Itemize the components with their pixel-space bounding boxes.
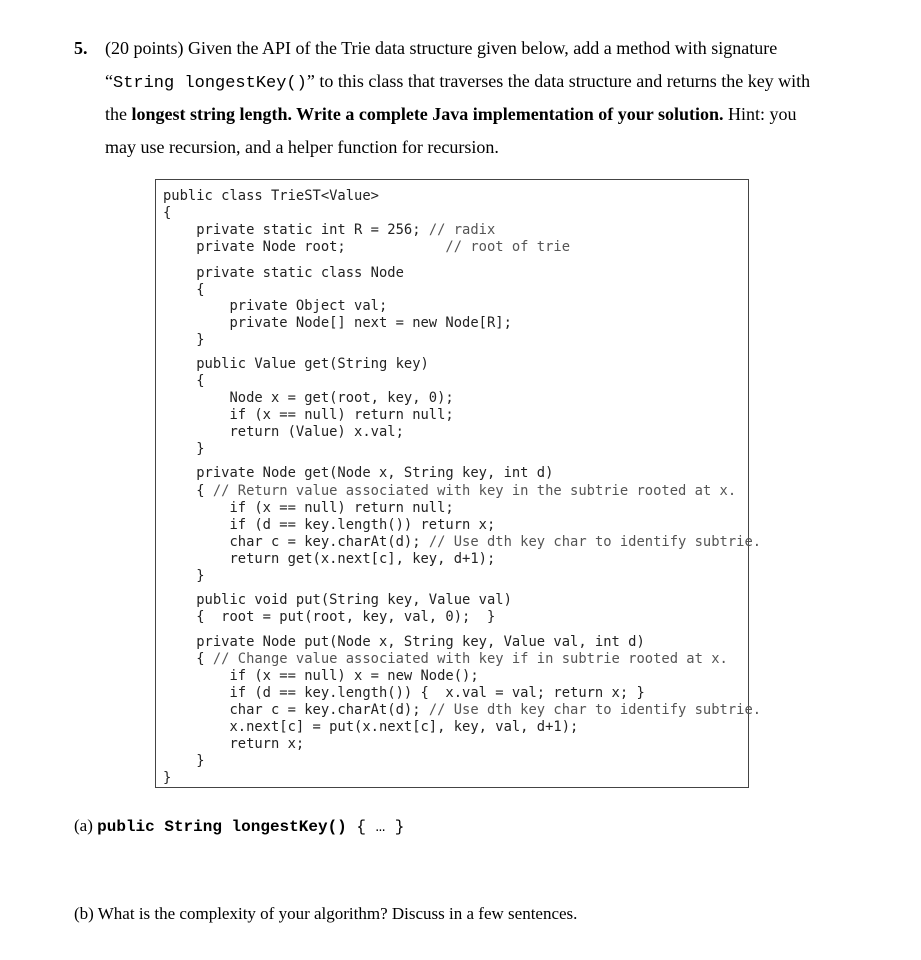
question-line-1: (20 points) Given the API of the Trie data structure given below, add a method with signature (105, 38, 778, 58)
code-text: if (x == null) return null; (163, 500, 454, 516)
code-text: Node x = get(root, key, 0); (163, 390, 454, 406)
code-line (163, 239, 570, 255)
code-text: private static class Node (163, 265, 404, 281)
code-text: public Value get(String key) (163, 356, 429, 372)
code-text: { (163, 373, 205, 389)
code-line (163, 500, 454, 516)
code-text: } (163, 441, 205, 457)
code-line (163, 651, 728, 667)
code-line (163, 205, 171, 221)
code-text: private Node[] next = new Node[R]; (163, 315, 512, 331)
question-line-3-bold: longest string length. Write a complete Java implementation of your solution. (131, 104, 724, 124)
code-line (163, 373, 205, 389)
code-text: return x; (163, 736, 305, 752)
code-line (163, 551, 495, 567)
code-line (163, 592, 512, 608)
code-text: } (163, 753, 205, 769)
code-text: x.next[c] = put(x.next[c], key, val, d+1); (163, 719, 579, 735)
code-line (163, 356, 429, 372)
code-text: public class TrieST<Value> (163, 188, 379, 204)
code-line (163, 390, 454, 406)
part-b: (b) What is the complexity of your algorithm? Discuss in a few sentences. (74, 904, 578, 923)
code-text: return get(x.next[c], key, d+1); (163, 551, 496, 567)
code-line (163, 483, 736, 499)
code-line (163, 719, 578, 735)
code-text: return (Value) x.val; (163, 424, 404, 440)
code-line (163, 609, 495, 625)
code-text: } (163, 332, 205, 348)
part-a-body: { … } (346, 818, 405, 836)
code-text: { (163, 205, 172, 221)
question-line-3-post: Hint: you (723, 104, 797, 124)
code-line (163, 685, 645, 701)
code-comment: // Use dth key char to identify subtrie. (428, 534, 762, 550)
method-signature: String longestKey() (113, 74, 307, 93)
question-line-4: may use recursion, and a helper function for recursion. (105, 137, 499, 157)
code-comment: // Change value associated with key if in subtrie rooted at x. (212, 651, 728, 667)
code-comment: // radix (428, 222, 496, 238)
code-text: if (d == key.length()) { x.val = val; return x; } (163, 685, 645, 701)
code-line (163, 441, 205, 457)
part-a (74, 816, 404, 836)
part-a-signature: public String longestKey() (97, 818, 347, 836)
code-text: { (163, 483, 213, 499)
code-line (163, 702, 761, 718)
code-text: private static int R = 256; (163, 222, 429, 238)
question-line-2-rest: ” to this class that traverses the data structure and returns the key with (306, 71, 811, 91)
code-line (163, 407, 454, 423)
code-line (163, 188, 379, 204)
code-comment: // Use dth key char to identify subtrie. (428, 702, 762, 718)
code-text: { (163, 651, 213, 667)
code-text: char c = key.charAt(d); (163, 534, 429, 550)
question-line-3-pre: the (105, 104, 132, 124)
code-text: private Object val; (163, 298, 388, 314)
code-text: public void put(String key, Value val) (163, 592, 512, 608)
code-line (163, 736, 304, 752)
code-line (163, 424, 404, 440)
code-text: if (x == null) x = new Node(); (163, 668, 479, 684)
code-line (163, 265, 404, 281)
code-text: if (d == key.length()) return x; (163, 517, 496, 533)
code-comment: // Return value associated with key in the subtrie rooted at x. (212, 483, 737, 499)
code-text: } (163, 770, 172, 786)
code-text: { (163, 282, 205, 298)
code-line (163, 517, 495, 533)
code-line (163, 668, 479, 684)
code-text: private Node get(Node x, String key, int d) (163, 465, 554, 481)
code-line (163, 465, 553, 481)
question-line-2 (105, 71, 810, 93)
code-line (163, 298, 387, 314)
code-line (163, 222, 495, 238)
question-line-3 (105, 104, 797, 125)
code-line (163, 315, 512, 331)
code-text: char c = key.charAt(d); (163, 702, 429, 718)
open-quote: “ (105, 71, 113, 91)
code-text: private Node root; (163, 239, 446, 255)
code-line (163, 282, 205, 298)
code-line (163, 770, 171, 786)
code-line (163, 332, 205, 348)
code-text: private Node put(Node x, String key, Value val, int d) (163, 634, 645, 650)
part-a-label: (a) (74, 816, 98, 835)
question-number: 5. (74, 38, 88, 58)
code-text: } (163, 568, 205, 584)
code-text: if (x == null) return null; (163, 407, 454, 423)
code-line (163, 634, 645, 650)
code-line (163, 568, 205, 584)
code-line (163, 753, 205, 769)
code-text: { root = put(root, key, val, 0); } (163, 609, 496, 625)
code-line (163, 534, 761, 550)
code-comment: // root of trie (445, 239, 571, 255)
